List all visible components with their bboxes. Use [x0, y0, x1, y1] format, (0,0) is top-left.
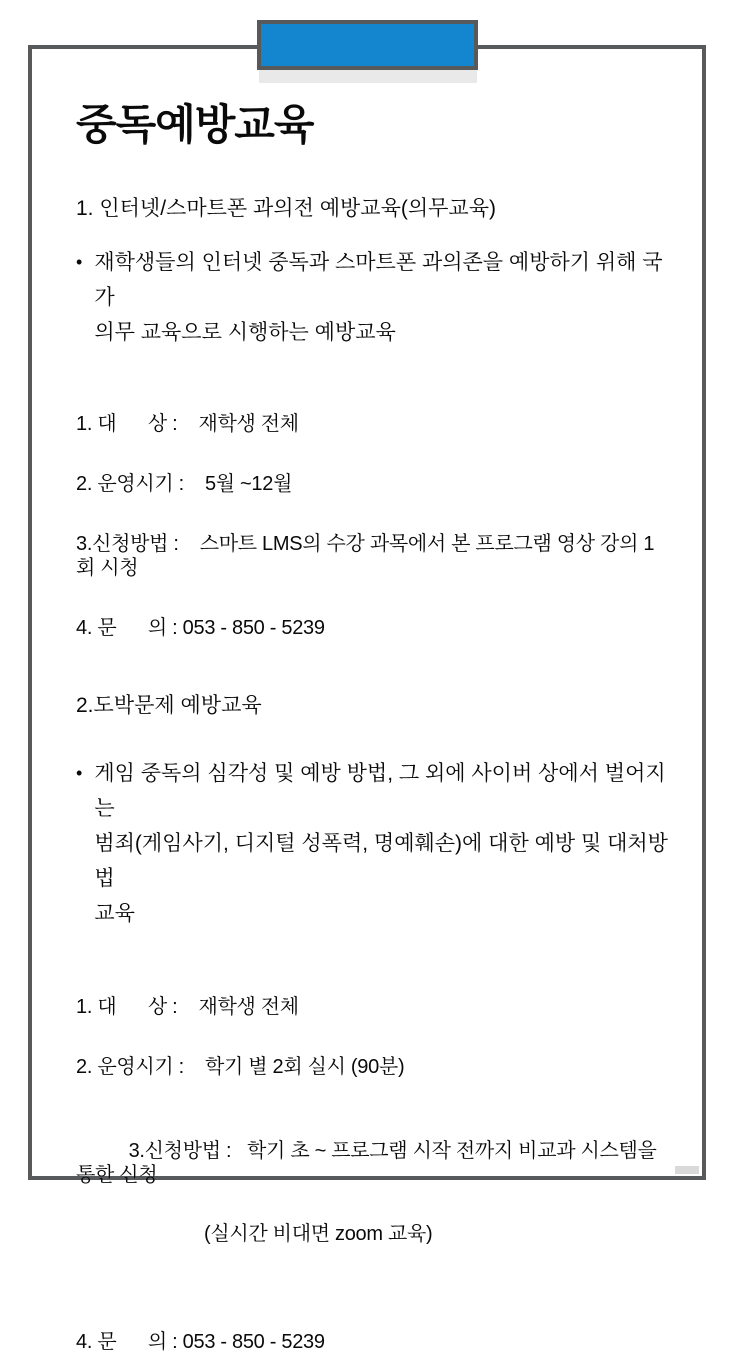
- detail-row-contact: 4. 문 의 : 053 - 850 - 5239: [76, 1331, 325, 1353]
- bullet-line: 범죄(게임사기, 디지털 성폭력, 명예훼손)에 대한 예방 및 대처방법: [94, 832, 668, 890]
- detail-row-target: 1. 대 상 : 재학생 전체: [76, 413, 299, 435]
- card-corner-shadow: [675, 1166, 699, 1174]
- detail-row-application: [76, 1115, 668, 1294]
- section-heading: 1. 인터넷/스마트폰 과의전 예방교육(의무교육): [76, 197, 496, 220]
- bullet-marker: •: [76, 252, 83, 272]
- content-card: [28, 45, 706, 1353]
- bullet-line: 교육: [94, 902, 135, 925]
- detail-row-schedule: 2. 운영시기 : 5월 ~12월: [76, 473, 293, 495]
- bullet-text: [94, 756, 668, 931]
- bullet-item: [76, 756, 668, 931]
- top-tab: [257, 20, 478, 70]
- detail-row-target: 1. 대 상 : 재학생 전체: [76, 996, 299, 1018]
- detail-text: 3.신청방법 : 학기 초 ~ 프로그램 시작 전까지 비교과 시스템을 통한 신청: [76, 1140, 662, 1186]
- section-gambling-education: [76, 692, 668, 1354]
- bullet-line: 의무 교육으로 시행하는 예방교육: [94, 321, 396, 344]
- detail-row-schedule: 2. 운영시기 : 학기 별 2회 실시 (90분): [76, 1056, 405, 1078]
- top-tab-shadow: [259, 70, 477, 83]
- detail-list: [76, 412, 668, 640]
- detail-row-application: 3.신청방법 : 스마트 LMS의 수강 과목에서 본 프로그램 영상 강의 1회 시청: [76, 533, 655, 579]
- section-heading: 2.도박문제 예방교육: [76, 694, 262, 717]
- card-content: [32, 101, 702, 1354]
- section-internet-smartphone-education: [76, 195, 668, 640]
- detail-list: [76, 995, 668, 1354]
- bullet-item: [76, 245, 668, 350]
- bullet-text: [94, 245, 668, 350]
- detail-subtext: (실시간 비대면 zoom 교육): [204, 1223, 433, 1245]
- bullet-line: 재학생들의 인터넷 중독과 스마트폰 과의존을 예방하기 위해 국가: [94, 251, 663, 309]
- detail-row-contact: 4. 문 의 : 053 - 850 - 5239: [76, 617, 325, 639]
- bullet-line: 게임 중독의 심각성 및 예방 방법, 그 외에 사이버 상에서 벌어지는: [94, 762, 666, 820]
- page-title: 중독예방교육: [76, 101, 314, 148]
- bullet-marker: •: [76, 763, 83, 783]
